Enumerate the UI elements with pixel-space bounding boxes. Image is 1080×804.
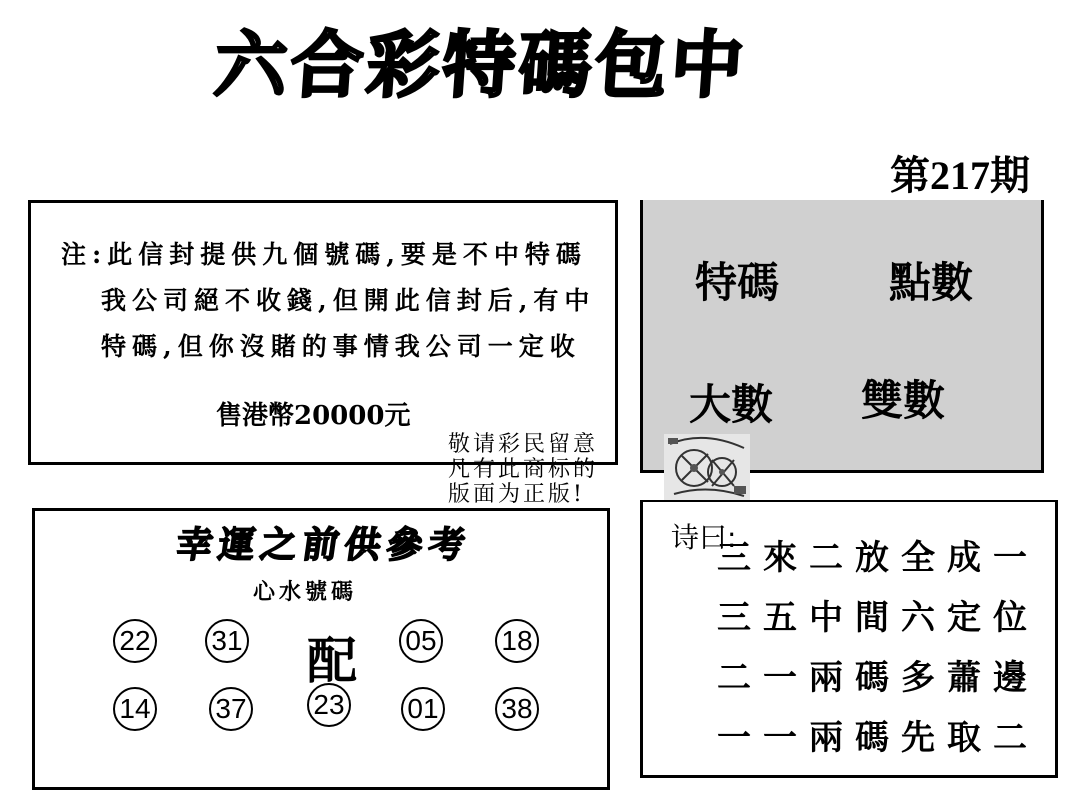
poem-line: 一一兩碼先取二: [717, 718, 1039, 758]
note-line: 特碼,但你沒賭的事情我公司一定收: [101, 332, 581, 361]
price-text: 售港幣20000元: [216, 401, 411, 431]
lucky-numbers-box: [32, 508, 610, 790]
poem-box: [640, 500, 1058, 778]
number-ball: 22: [113, 619, 157, 663]
poem-line: 三來二放全成一: [717, 538, 1039, 578]
notice-line: 版面为正版!: [448, 482, 585, 507]
number-ball: 37: [209, 687, 253, 731]
note-line: 注:此信封提供九個號碼,要是不中特碼: [61, 240, 587, 269]
number-ball: 38: [495, 687, 539, 731]
number-ball: 31: [205, 619, 249, 663]
note-box: [28, 200, 618, 465]
lucky-title: 幸運之前供參考: [173, 524, 474, 566]
poem-label: 诗曰:: [671, 521, 737, 554]
category-special-number: 特碼: [695, 258, 780, 307]
note-line: 我公司絕不收錢,但開此信封后,有中: [101, 286, 596, 315]
number-ball: 01: [401, 687, 445, 731]
category-big-number: 大數: [689, 380, 774, 429]
pair-label: 配: [307, 632, 357, 690]
page-title: 六合彩特碼包中: [212, 23, 750, 107]
authenticity-notice: [448, 432, 598, 507]
number-ball: 18: [495, 619, 539, 663]
category-even-number: 雙數: [861, 376, 946, 425]
number-ball: 23: [307, 683, 351, 727]
number-ball: 14: [113, 687, 157, 731]
number-ball: 05: [399, 619, 443, 663]
notice-line: 凡有此商标的: [448, 457, 599, 482]
poem-line: 三五中間六定位: [717, 598, 1039, 638]
category-points: 點數: [889, 258, 974, 307]
category-box: [640, 200, 1044, 473]
lucky-subtitle: 心水號碼: [253, 579, 358, 605]
trademark-logo-icon: [664, 434, 750, 502]
issue-number: 第217期: [890, 153, 1030, 198]
poem-line: 二一兩碼多蕭邊: [717, 658, 1039, 698]
notice-line: 敬请彩民留意: [448, 432, 599, 457]
